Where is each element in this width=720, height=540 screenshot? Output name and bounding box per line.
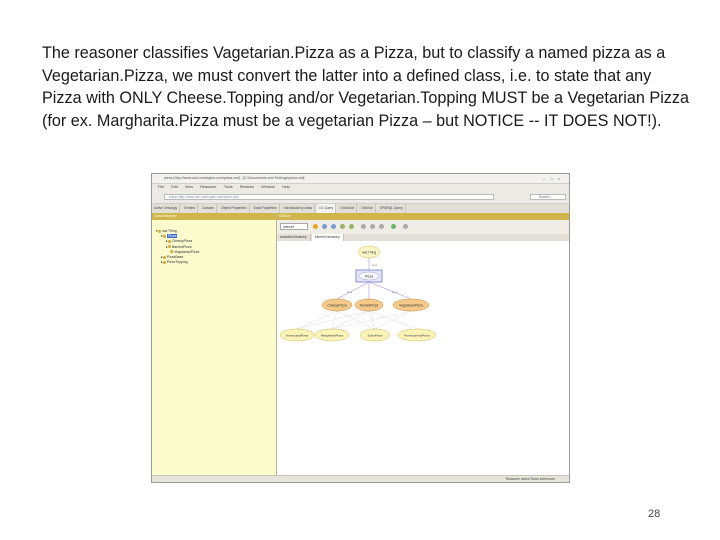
class-icon — [163, 235, 166, 238]
zoom-out-icon[interactable] — [370, 224, 375, 229]
expand-icon[interactable]: ▾ — [156, 229, 158, 233]
graph-node-label: AmericanHotPizza — [404, 333, 430, 338]
graph-node-label: SohoPizza — [367, 333, 383, 338]
window-titlebar — [152, 174, 569, 184]
tab-ontograf[interactable]: OntoGraf — [338, 204, 357, 213]
hide-class-icon[interactable] — [340, 224, 345, 229]
tab-individuals[interactable]: Individuals by class — [282, 204, 315, 213]
class-hierarchy-header: Class hierarchy — [152, 213, 276, 220]
expand-icon[interactable]: ▸ — [166, 244, 168, 249]
zoom-in-icon[interactable] — [361, 224, 366, 229]
menu-window[interactable]: Window — [261, 185, 275, 189]
expand-icon[interactable]: ▸ — [166, 239, 168, 244]
tab-sparql[interactable]: SPARQL Query — [378, 204, 406, 213]
tree-label: CheesyPizza — [171, 239, 193, 244]
tab-classes[interactable]: Classes — [200, 204, 217, 213]
graph-node-margheritapizza[interactable] — [315, 329, 349, 341]
edge-label: is-a — [347, 290, 352, 294]
page-number: 28 — [648, 508, 661, 520]
show-subclasses-icon[interactable] — [322, 224, 327, 229]
status-bar — [152, 475, 569, 483]
menu-file[interactable]: File — [158, 185, 165, 189]
graph-node-label: MargheritaPizza — [320, 333, 344, 338]
class-icon — [158, 230, 161, 233]
tree-label: PizzaBase — [166, 255, 184, 260]
window-controls[interactable]: –□× — [543, 176, 565, 181]
inferred-select-value: Inferred — [283, 225, 294, 229]
tree-label: NamedPizza — [171, 244, 192, 249]
menu-view[interactable]: View — [184, 185, 194, 189]
expand-icon[interactable]: ▸ — [161, 255, 163, 260]
expand-icon[interactable]: ▸ — [161, 260, 163, 265]
graph-node-cheesypizza[interactable] — [322, 299, 352, 311]
graph-node-vegetarianpizza[interactable] — [393, 299, 429, 311]
layout-icon[interactable] — [403, 224, 408, 229]
tab-asserted-hierarchy[interactable]: Asserted hierarchy — [277, 234, 311, 241]
class-hierarchy-panel — [152, 213, 277, 475]
graph-node-sohopizza[interactable] — [360, 329, 390, 341]
menu-help[interactable]: Help — [281, 185, 290, 189]
show-superclasses-icon[interactable] — [331, 224, 336, 229]
expand-icon[interactable]: ▾ — [161, 234, 163, 239]
graph-tabs — [277, 234, 570, 241]
tree-label: owl:Thing — [161, 229, 177, 233]
show-class-icon[interactable] — [313, 224, 318, 229]
owlviz-panel — [277, 213, 570, 475]
tab-entities[interactable]: Entities — [182, 204, 198, 213]
graph-node-label: NamedPizza — [359, 303, 379, 308]
edge-label: is-a — [392, 290, 397, 294]
ontology-address[interactable]: pizza (http://www.owl-ontologies.com/pizza.owl) — [164, 194, 494, 200]
address-bar — [152, 192, 569, 202]
tab-active-ontology[interactable]: Active Ontology — [152, 204, 180, 213]
hide-all-icon[interactable] — [349, 224, 354, 229]
class-hierarchy-toolbar — [152, 220, 276, 229]
graph-node-pizza[interactable] — [356, 270, 382, 282]
graph-node-label: Pizza — [364, 274, 374, 279]
class-icon — [168, 240, 171, 243]
graph-node-label: AmericanaPizza — [285, 333, 309, 338]
graph-node-label: CheesyPizza — [327, 303, 347, 308]
slide-body-text: The reasoner classifies Vagetarian.Pizza as a Pizza, but to classify a named pizza as a Vegetarian.Pizza, we must convert the latter into a defined class, i.e. to state that any Pizza with ONLY Cheese.Topping and/or Vegetarian.Topping MUST be a Vegetarian Pizza (for ex. Margharita.Pizza must be a vegetarian Pizza – but NOTICE -- IT DOES NOT!). — [42, 44, 689, 130]
menu-reasoner[interactable]: Reasoner — [200, 185, 217, 189]
protege-screenshot — [151, 173, 570, 483]
menu-bar — [152, 184, 569, 191]
tree-label: PizzaTopping — [166, 260, 188, 265]
graph-node-namedpizza[interactable] — [355, 299, 383, 311]
tree-label: VegetarianPizza — [174, 249, 200, 254]
graph-node-label: VegetarianPizza — [399, 303, 423, 308]
tree-item-pizzatopping[interactable] — [156, 260, 276, 265]
owlviz-header: OWLViz — [277, 213, 570, 220]
class-graph — [277, 241, 570, 475]
tab-inferred-hierarchy[interactable]: Inferred hierarchy — [312, 234, 344, 241]
class-icon — [170, 250, 173, 253]
tab-owlviz[interactable]: OWLViz — [359, 204, 376, 213]
window-title: pizza (http://www.owl-ontologies.com/pizza.owl) : [C:\Documents and Settings\pizza.owl] — [164, 176, 305, 180]
tab-data-properties[interactable]: Data Properties — [252, 204, 280, 213]
tab-object-properties[interactable]: Object Properties — [219, 204, 249, 213]
export-icon[interactable] — [391, 224, 396, 229]
tab-dl-query[interactable]: DL Query — [317, 204, 336, 213]
class-icon — [163, 261, 166, 264]
edge-label: is-a — [372, 263, 377, 267]
owlviz-toolbar — [277, 220, 570, 234]
graph-node-americanhotpizza[interactable] — [398, 329, 436, 341]
graph-node-thing[interactable] — [358, 246, 380, 258]
graph-node-label: owl:Thing — [361, 250, 377, 255]
status-text: Reasoner active Show Inferences — [505, 477, 555, 481]
menu-refactor[interactable]: Refactor — [239, 185, 255, 189]
tree-label-selected: Pizza — [167, 234, 177, 239]
options-icon[interactable] — [379, 224, 384, 229]
search-label: Search... — [539, 195, 553, 199]
graph-node-americanapizza[interactable] — [280, 329, 314, 341]
inferred-select[interactable] — [280, 223, 308, 230]
menu-edit[interactable]: Edit — [171, 185, 178, 189]
menu-tools[interactable]: Tools — [223, 185, 233, 189]
class-icon — [163, 256, 166, 259]
class-icon — [168, 245, 171, 248]
search-field[interactable] — [530, 194, 566, 200]
class-tree — [152, 229, 276, 265]
